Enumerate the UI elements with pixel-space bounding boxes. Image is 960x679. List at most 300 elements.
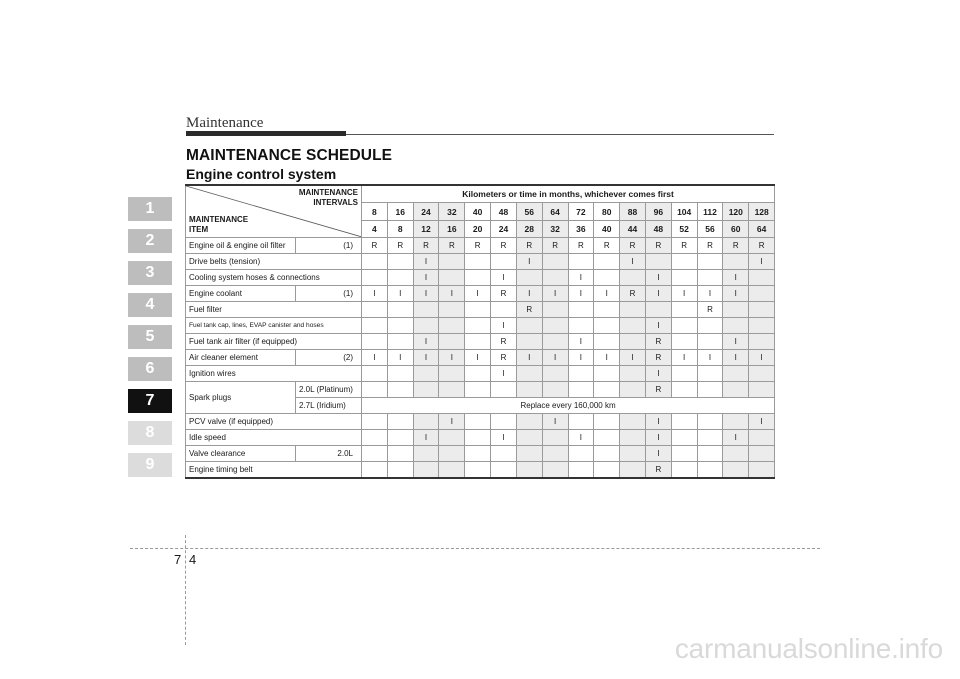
schedule-cell <box>620 382 646 398</box>
schedule-cell <box>387 270 413 286</box>
schedule-cell: I <box>491 318 517 334</box>
chapter-tab-5[interactable]: 5 <box>128 325 172 349</box>
schedule-cell: R <box>387 238 413 254</box>
schedule-cell: R <box>671 238 697 254</box>
footer-vertical-divider <box>185 535 186 645</box>
schedule-cell: R <box>620 238 646 254</box>
schedule-cell: I <box>568 430 594 446</box>
item-name: Engine coolant <box>186 286 296 302</box>
schedule-cell <box>362 270 388 286</box>
schedule-cell <box>465 430 491 446</box>
table-row <box>186 318 775 334</box>
schedule-cell: I <box>568 350 594 366</box>
schedule-cell <box>568 302 594 318</box>
schedule-cell <box>594 430 620 446</box>
schedule-cell <box>697 366 723 382</box>
schedule-cell <box>542 318 568 334</box>
schedule-cell: I <box>568 334 594 350</box>
schedule-cell <box>387 302 413 318</box>
replace-note: Replace every 160,000 km <box>362 398 775 414</box>
schedule-cell <box>697 334 723 350</box>
schedule-cell: I <box>439 286 465 302</box>
schedule-cell <box>749 446 775 462</box>
maintenance-schedule-table <box>185 184 775 479</box>
corner-bottom-line2: ITEM <box>189 225 209 234</box>
schedule-cell: R <box>362 238 388 254</box>
table-row <box>186 350 775 366</box>
schedule-cell: I <box>723 270 749 286</box>
schedule-cell <box>723 302 749 318</box>
schedule-cell <box>568 382 594 398</box>
page-number: 4 <box>189 552 197 567</box>
schedule-cell <box>542 334 568 350</box>
schedule-cell: R <box>491 350 517 366</box>
schedule-cell: I <box>645 446 671 462</box>
schedule-cell <box>697 254 723 270</box>
schedule-cell <box>568 318 594 334</box>
schedule-cell <box>362 462 388 479</box>
schedule-cell <box>645 254 671 270</box>
schedule-cell <box>439 302 465 318</box>
schedule-cell <box>697 430 723 446</box>
km-header-cell: 96 <box>645 203 671 220</box>
schedule-cell <box>671 270 697 286</box>
table-row <box>186 446 775 462</box>
table-row <box>186 302 775 318</box>
schedule-cell: I <box>439 350 465 366</box>
schedule-cell <box>465 302 491 318</box>
schedule-cell: I <box>362 286 388 302</box>
schedule-cell <box>723 318 749 334</box>
table-row <box>186 414 775 430</box>
chapter-tab-8[interactable]: 8 <box>128 421 172 445</box>
item-variant: 2.0L (Platinum) <box>296 382 362 398</box>
schedule-cell <box>594 446 620 462</box>
chapter-tab-2[interactable]: 2 <box>128 229 172 253</box>
schedule-cell <box>697 414 723 430</box>
months-header-cell: 56 <box>697 220 723 237</box>
schedule-cell <box>465 382 491 398</box>
schedule-cell <box>594 318 620 334</box>
schedule-cell: R <box>697 302 723 318</box>
schedule-cell <box>413 462 439 479</box>
schedule-cell <box>697 462 723 479</box>
schedule-cell: I <box>413 254 439 270</box>
corner-intervals-label <box>299 188 358 208</box>
schedule-cell: R <box>645 334 671 350</box>
corner-top-line2: INTERVALS <box>313 198 358 207</box>
schedule-cell: I <box>413 350 439 366</box>
schedule-cell <box>697 382 723 398</box>
watermark: carmanualsonline.info <box>674 633 943 664</box>
schedule-cell <box>620 462 646 479</box>
schedule-cell: R <box>542 238 568 254</box>
schedule-cell <box>594 270 620 286</box>
months-header-cell: 48 <box>645 220 671 237</box>
schedule-cell <box>491 414 517 430</box>
months-header-cell: 60 <box>723 220 749 237</box>
schedule-cell: I <box>723 286 749 302</box>
schedule-cell: R <box>697 238 723 254</box>
chapter-tab-6[interactable]: 6 <box>128 357 172 381</box>
schedule-cell <box>671 462 697 479</box>
months-header-cell: 16 <box>439 220 465 237</box>
schedule-cell <box>362 254 388 270</box>
schedule-cell: R <box>723 238 749 254</box>
schedule-cell: I <box>645 318 671 334</box>
schedule-cell: R <box>491 334 517 350</box>
table-row <box>186 382 775 398</box>
table-row <box>186 270 775 286</box>
schedule-cell: I <box>542 414 568 430</box>
chapter-tab-4[interactable]: 4 <box>128 293 172 317</box>
months-header-cell: 40 <box>594 220 620 237</box>
schedule-cell: R <box>749 238 775 254</box>
schedule-cell <box>387 366 413 382</box>
months-header-cell: 8 <box>387 220 413 237</box>
schedule-cell: I <box>516 254 542 270</box>
schedule-cell: I <box>387 286 413 302</box>
schedule-cell: I <box>749 414 775 430</box>
km-header-cell: 128 <box>749 203 775 220</box>
corner-header <box>186 185 362 238</box>
schedule-cell <box>362 366 388 382</box>
schedule-cell <box>568 366 594 382</box>
schedule-cell: I <box>645 430 671 446</box>
schedule-cell: I <box>491 430 517 446</box>
km-header-cell: 24 <box>413 203 439 220</box>
schedule-cell: I <box>568 286 594 302</box>
schedule-cell: I <box>645 270 671 286</box>
schedule-cell: I <box>568 270 594 286</box>
span-header: Kilometers or time in months, whichever comes first <box>362 185 775 203</box>
schedule-cell <box>542 254 568 270</box>
schedule-cell <box>439 334 465 350</box>
schedule-cell <box>568 414 594 430</box>
schedule-cell <box>620 318 646 334</box>
item-name: Fuel tank cap, lines, EVAP canister and hoses <box>186 318 362 334</box>
item-variant: 2.7L (Iridium) <box>296 398 362 414</box>
schedule-cell <box>516 270 542 286</box>
schedule-cell: I <box>413 270 439 286</box>
schedule-cell: I <box>516 286 542 302</box>
months-header-cell: 32 <box>542 220 568 237</box>
schedule-cell <box>542 366 568 382</box>
schedule-cell <box>465 462 491 479</box>
months-header-cell: 20 <box>465 220 491 237</box>
page-chapter-number: 7 <box>174 552 182 567</box>
schedule-cell <box>749 334 775 350</box>
schedule-cell <box>465 366 491 382</box>
item-name: Engine timing belt <box>186 462 362 479</box>
schedule-cell <box>387 414 413 430</box>
schedule-cell <box>491 446 517 462</box>
schedule-cell <box>491 254 517 270</box>
item-name: PCV valve (if equipped) <box>186 414 362 430</box>
schedule-cell: R <box>645 238 671 254</box>
schedule-cell: I <box>749 254 775 270</box>
corner-top-line1: MAINTENANCE <box>298 188 358 197</box>
schedule-cell <box>542 270 568 286</box>
schedule-cell <box>439 254 465 270</box>
schedule-cell <box>542 446 568 462</box>
schedule-cell: I <box>516 350 542 366</box>
page-header-title: Maintenance <box>186 115 264 131</box>
schedule-cell: I <box>697 350 723 366</box>
item-name: Fuel tank air filter (if equipped) <box>186 334 362 350</box>
schedule-cell <box>362 334 388 350</box>
schedule-cell <box>387 430 413 446</box>
schedule-cell: I <box>542 350 568 366</box>
schedule-cell <box>749 430 775 446</box>
km-header-cell: 16 <box>387 203 413 220</box>
schedule-cell <box>387 254 413 270</box>
schedule-cell <box>749 382 775 398</box>
chapter-tabs <box>128 197 172 485</box>
schedule-cell <box>671 366 697 382</box>
schedule-cell <box>413 302 439 318</box>
item-name: Drive belts (tension) <box>186 254 362 270</box>
schedule-cell: I <box>387 350 413 366</box>
schedule-cell <box>516 366 542 382</box>
schedule-cell: I <box>465 286 491 302</box>
schedule-cell: R <box>645 382 671 398</box>
header-rule <box>346 134 774 135</box>
schedule-cell <box>723 366 749 382</box>
schedule-cell <box>620 430 646 446</box>
chapter-tab-7[interactable]: 7 <box>128 389 172 413</box>
schedule-cell <box>387 462 413 479</box>
schedule-cell: I <box>465 350 491 366</box>
schedule-cell <box>620 334 646 350</box>
km-header-cell: 72 <box>568 203 594 220</box>
schedule-cell <box>516 446 542 462</box>
schedule-cell <box>439 270 465 286</box>
months-header-cell: 44 <box>620 220 646 237</box>
schedule-cell <box>594 334 620 350</box>
table-row <box>186 430 775 446</box>
table-row <box>186 334 775 350</box>
item-note: (2) <box>296 350 362 366</box>
km-header-cell: 32 <box>439 203 465 220</box>
corner-bottom-line1: MAINTENANCE <box>189 215 249 224</box>
table-row <box>186 254 775 270</box>
schedule-cell <box>671 254 697 270</box>
schedule-cell <box>439 366 465 382</box>
km-header-cell: 8 <box>362 203 388 220</box>
schedule-cell <box>362 302 388 318</box>
schedule-cell <box>749 462 775 479</box>
item-name: Fuel filter <box>186 302 362 318</box>
item-note: 2.0L <box>296 446 362 462</box>
item-name: Ignition wires <box>186 366 362 382</box>
schedule-cell <box>723 462 749 479</box>
schedule-cell <box>594 302 620 318</box>
schedule-cell: I <box>413 334 439 350</box>
table-row <box>186 366 775 382</box>
schedule-cell <box>465 446 491 462</box>
schedule-cell <box>387 318 413 334</box>
months-header-cell: 64 <box>749 220 775 237</box>
schedule-cell <box>620 270 646 286</box>
km-header-cell: 120 <box>723 203 749 220</box>
schedule-cell <box>491 462 517 479</box>
item-note: (1) <box>296 238 362 254</box>
months-header-cell: 28 <box>516 220 542 237</box>
table-row <box>186 238 775 254</box>
chapter-tab-1[interactable]: 1 <box>128 197 172 221</box>
table-row <box>186 462 775 479</box>
schedule-cell <box>723 414 749 430</box>
schedule-cell <box>620 366 646 382</box>
schedule-cell <box>413 366 439 382</box>
schedule-cell: I <box>491 270 517 286</box>
chapter-tab-9[interactable]: 9 <box>128 453 172 477</box>
schedule-cell <box>439 318 465 334</box>
schedule-cell <box>542 462 568 479</box>
schedule-cell <box>671 382 697 398</box>
schedule-cell <box>439 430 465 446</box>
schedule-cell: I <box>362 350 388 366</box>
km-header-cell: 40 <box>465 203 491 220</box>
schedule-cell: I <box>723 334 749 350</box>
km-header-cell: 80 <box>594 203 620 220</box>
schedule-cell <box>413 414 439 430</box>
item-name: Spark plugs <box>186 382 296 414</box>
km-header-cell: 88 <box>620 203 646 220</box>
schedule-cell <box>542 302 568 318</box>
schedule-cell <box>439 446 465 462</box>
schedule-cell <box>723 382 749 398</box>
schedule-cell <box>749 286 775 302</box>
chapter-tab-3[interactable]: 3 <box>128 261 172 285</box>
schedule-cell <box>516 334 542 350</box>
item-name: Air cleaner element <box>186 350 296 366</box>
km-header-cell: 104 <box>671 203 697 220</box>
item-name: Idle speed <box>186 430 362 446</box>
item-name: Valve clearance <box>186 446 296 462</box>
schedule-cell <box>439 462 465 479</box>
schedule-cell <box>465 334 491 350</box>
schedule-cell: R <box>465 238 491 254</box>
schedule-cell: R <box>645 462 671 479</box>
schedule-cell <box>594 382 620 398</box>
schedule-cell <box>387 382 413 398</box>
schedule-cell <box>516 414 542 430</box>
schedule-cell <box>594 366 620 382</box>
table-row <box>186 286 775 302</box>
schedule-cell: I <box>645 414 671 430</box>
schedule-cell <box>413 446 439 462</box>
schedule-cell: I <box>594 286 620 302</box>
schedule-cell: I <box>749 350 775 366</box>
schedule-cell <box>671 302 697 318</box>
schedule-cell <box>465 270 491 286</box>
months-header-cell: 12 <box>413 220 439 237</box>
schedule-cell <box>387 334 413 350</box>
schedule-cell: I <box>723 430 749 446</box>
km-header-cell: 48 <box>491 203 517 220</box>
schedule-cell <box>516 430 542 446</box>
schedule-cell <box>645 302 671 318</box>
schedule-cell <box>362 414 388 430</box>
schedule-cell <box>516 382 542 398</box>
schedule-cell <box>749 270 775 286</box>
schedule-cell: R <box>491 286 517 302</box>
schedule-cell <box>671 446 697 462</box>
schedule-cell <box>413 382 439 398</box>
schedule-cell <box>439 382 465 398</box>
sub-title: Engine control system <box>186 166 337 182</box>
schedule-cell: I <box>645 366 671 382</box>
schedule-cell: R <box>516 238 542 254</box>
schedule-cell <box>671 430 697 446</box>
schedule-cell <box>362 446 388 462</box>
schedule-cell <box>542 382 568 398</box>
schedule-cell: I <box>671 350 697 366</box>
schedule-cell <box>413 318 439 334</box>
schedule-cell <box>749 366 775 382</box>
schedule-cell <box>697 318 723 334</box>
schedule-cell <box>620 414 646 430</box>
schedule-cell: R <box>620 286 646 302</box>
schedule-cell <box>723 254 749 270</box>
schedule-cell: I <box>491 366 517 382</box>
footer-divider <box>130 548 820 549</box>
section-title: MAINTENANCE SCHEDULE <box>186 147 393 164</box>
schedule-cell <box>568 254 594 270</box>
schedule-cell: R <box>516 302 542 318</box>
schedule-cell: R <box>645 350 671 366</box>
schedule-cell <box>594 414 620 430</box>
schedule-cell: R <box>568 238 594 254</box>
schedule-cell <box>594 254 620 270</box>
schedule-cell: I <box>439 414 465 430</box>
schedule-cell <box>671 318 697 334</box>
schedule-cell <box>465 318 491 334</box>
schedule-cell: R <box>413 238 439 254</box>
months-header-cell: 52 <box>671 220 697 237</box>
schedule-cell <box>491 382 517 398</box>
schedule-cell <box>362 430 388 446</box>
schedule-cell <box>723 446 749 462</box>
schedule-cell: I <box>723 350 749 366</box>
schedule-cell <box>697 446 723 462</box>
schedule-cell <box>671 334 697 350</box>
schedule-cell <box>465 414 491 430</box>
schedule-cell <box>620 302 646 318</box>
schedule-cell <box>542 430 568 446</box>
schedule-cell: I <box>594 350 620 366</box>
schedule-cell: R <box>594 238 620 254</box>
schedule-cell <box>516 462 542 479</box>
schedule-cell: I <box>620 254 646 270</box>
months-header-cell: 24 <box>491 220 517 237</box>
item-name: Engine oil & engine oil filter <box>186 238 296 254</box>
schedule-cell <box>749 302 775 318</box>
km-header-cell: 112 <box>697 203 723 220</box>
schedule-cell <box>362 382 388 398</box>
header-bar <box>186 131 346 136</box>
schedule-cell: I <box>671 286 697 302</box>
schedule-cell: I <box>645 286 671 302</box>
months-header-cell: 36 <box>568 220 594 237</box>
schedule-cell <box>387 446 413 462</box>
schedule-cell: I <box>413 430 439 446</box>
item-name: Cooling system hoses & connections <box>186 270 362 286</box>
schedule-cell: I <box>620 350 646 366</box>
schedule-cell: I <box>697 286 723 302</box>
